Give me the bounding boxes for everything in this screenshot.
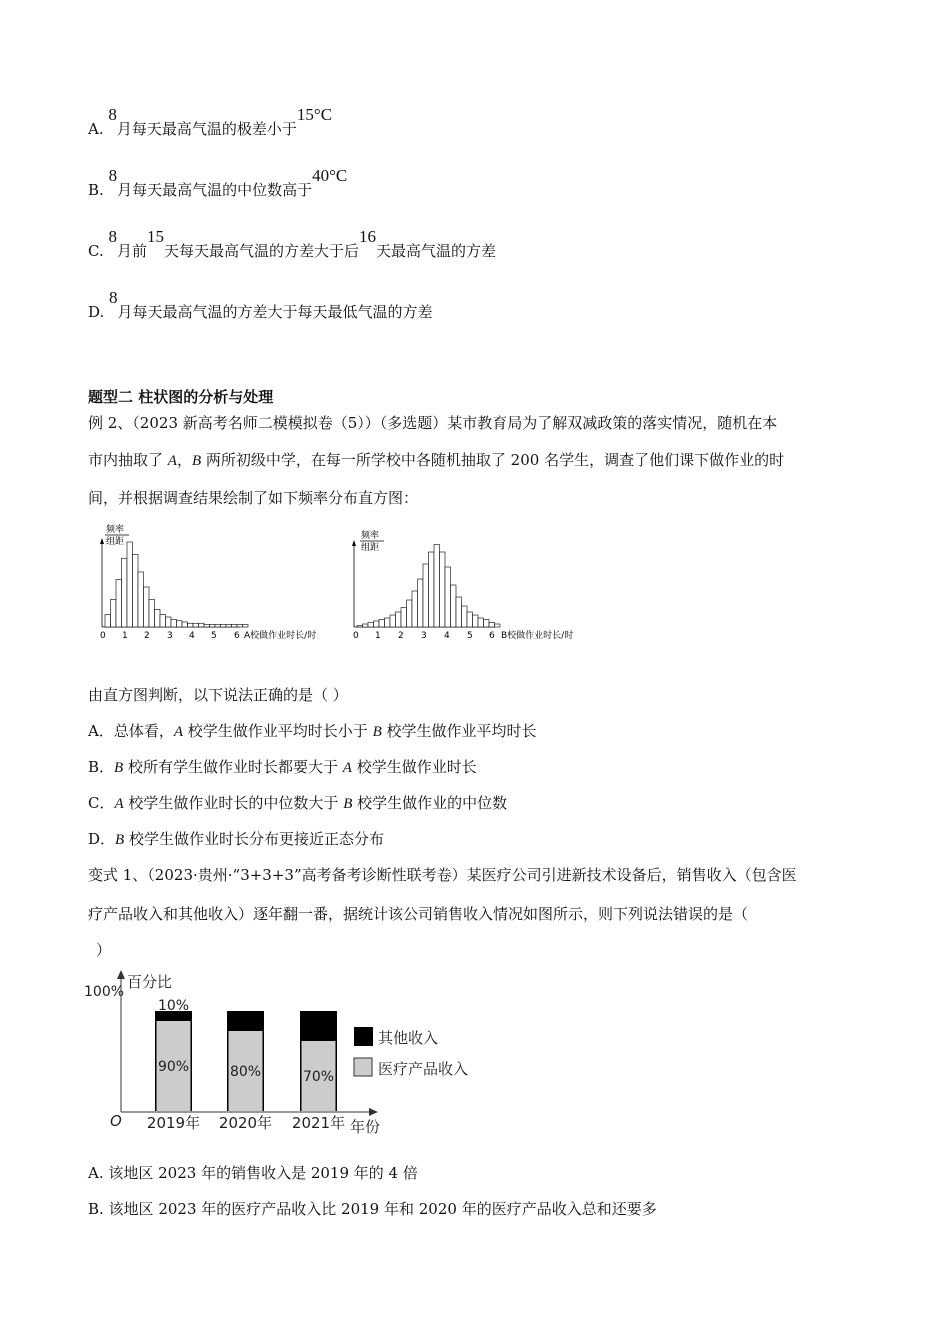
x-tick-label: 2021年 xyxy=(291,1114,346,1132)
svg-text:5: 5 xyxy=(211,631,217,641)
svg-text:4: 4 xyxy=(444,631,450,641)
hist-b-bar xyxy=(467,612,473,627)
svg-text:2: 2 xyxy=(398,631,404,641)
hist-b-bar xyxy=(407,600,413,627)
hist-b-bar xyxy=(412,591,418,627)
hist-b-bar xyxy=(456,597,462,627)
hist-a-xticks xyxy=(100,631,240,641)
legend-other-label: 其他收入 xyxy=(378,1029,439,1047)
chart-ytick-100: 100% xyxy=(84,984,125,1000)
svg-text:1: 1 xyxy=(122,631,128,641)
example2-option-d: D．B 校学生做作业时长分布更接近正态分布 xyxy=(88,830,384,848)
hist-a-bar xyxy=(237,625,243,628)
q1-option-b: B. 8月每天最高气温的中位数高于40°C xyxy=(88,166,348,199)
hist-b-xlabel: B校做作业时长/时 xyxy=(501,631,574,641)
hist-a-bar xyxy=(149,600,155,628)
example2-line2: 市内抽取了 A，B 两所初级中学，在每一所学校中各随机抽取了 200 名学生，调查了他们课下做作业的时 xyxy=(88,451,785,469)
svg-text:0: 0 xyxy=(353,631,359,641)
hist-a-ylabel-top: 频率 xyxy=(106,525,125,535)
svg-text:1: 1 xyxy=(375,631,381,641)
chart-xlabel: 年份 xyxy=(350,1118,381,1136)
hist-b-bar xyxy=(445,567,451,627)
example2-option-a: A．总体看，A 校学生做作业平均时长小于 B 校学生做作业平均时长 xyxy=(88,722,537,740)
hist-b-bar xyxy=(423,564,429,627)
svg-text:4: 4 xyxy=(189,631,195,641)
example2-question: 由直方图判断，以下说法正确的是（ ） xyxy=(88,686,348,704)
hist-b-bar xyxy=(363,624,369,627)
hist-a-bar xyxy=(193,623,199,627)
svg-text:6: 6 xyxy=(489,631,495,641)
variant1-option-a: A. 该地区 2023 年的销售收入是 2019 年的 4 倍 xyxy=(88,1164,418,1182)
hist-b-bar xyxy=(357,626,363,628)
hist-b-ylabel-bottom: 组距 xyxy=(361,543,380,553)
variant1-line3: ） xyxy=(96,941,112,959)
bar-medical-label: 80% xyxy=(229,1064,262,1080)
hist-b-xticks xyxy=(353,631,495,641)
svg-text:2: 2 xyxy=(144,631,150,641)
hist-b-bar xyxy=(489,623,495,628)
hist-b-bar xyxy=(401,608,407,628)
bar-other-label: 10% xyxy=(157,998,190,1014)
hist-a-bar xyxy=(171,620,177,628)
svg-text:0: 0 xyxy=(100,631,106,641)
svg-text:6: 6 xyxy=(234,631,240,641)
hist-b-bar xyxy=(478,618,484,627)
hist-b-bar xyxy=(374,621,380,627)
hist-b-bar xyxy=(434,545,440,628)
hist-a-bar xyxy=(182,622,188,627)
hist-b-bar xyxy=(379,620,385,628)
example2-line3: 间，并根据调查结果绘制了如下频率分布直方图： xyxy=(88,489,419,507)
hist-a-bar xyxy=(111,600,117,628)
chart-ylabel: 百分比 xyxy=(127,973,173,991)
x-tick-label: 2019年 xyxy=(146,1114,201,1132)
q1-option-c: C. 8月前15天每天最高气温的方差大于后16天最高气温的方差 xyxy=(88,227,497,260)
hist-b-bar xyxy=(429,552,435,627)
hist-b-bar xyxy=(368,623,374,628)
hist-a-bar xyxy=(155,610,161,628)
hist-a-bar xyxy=(232,625,238,628)
stacked-bar-chart xyxy=(80,966,500,1140)
example2-option-c: C．A 校学生做作业时长的中位数大于 B 校学生做作业的中位数 xyxy=(88,794,508,812)
hist-a-bar xyxy=(215,625,221,628)
bar-medical-label: 70% xyxy=(302,1069,335,1085)
hist-b-bar xyxy=(462,606,468,627)
hist-b-bar xyxy=(396,612,402,627)
hist-a-bar xyxy=(204,625,210,628)
legend-other-swatch xyxy=(354,1027,373,1046)
hist-a-bar xyxy=(199,623,205,627)
q1-option-a: A. 8月每天最高气温的极差小于15°C xyxy=(88,105,333,138)
hist-a-bar xyxy=(160,615,166,628)
hist-b-bar xyxy=(418,579,424,627)
hist-b-bar xyxy=(440,552,446,627)
hist-a-bar xyxy=(116,580,122,628)
hist-a-bar xyxy=(127,542,133,627)
svg-text:3: 3 xyxy=(167,631,173,641)
variant1-line1: 变式 1、（2023·贵州·“3+3+3”高考备考诊断性联考卷）某医疗公司引进新技术设备后，销售收入（包含医 xyxy=(88,866,797,884)
hist-b-bar xyxy=(385,618,391,627)
hist-a-bar xyxy=(243,625,249,628)
hist-a-bar xyxy=(144,587,150,627)
section-title: 题型二 柱状图的分析与处理 xyxy=(88,388,274,406)
variant1-line2: 疗产品收入和其他收入）逐年翻一番，据统计该公司销售收入情况如图所示，则下列说法错误的是（ xyxy=(88,905,749,923)
hist-a-bar xyxy=(138,572,144,627)
hist-b-bar xyxy=(473,615,479,627)
legend-medical-swatch xyxy=(354,1058,372,1076)
example2-option-b: B．B 校所有学生做作业时长都要大于 A 校学生做作业时长 xyxy=(88,758,477,776)
histogram-b xyxy=(345,520,605,646)
hist-b-bar xyxy=(390,615,396,627)
q1-option-d: D. 8月每天最高气温的方差大于每天最低气温的方差 xyxy=(88,288,433,321)
hist-a-bar xyxy=(177,621,183,627)
chart-origin: O xyxy=(110,1112,122,1130)
hist-a-bar xyxy=(226,625,232,628)
variant1-option-b: B. 该地区 2023 年的医疗产品收入比 2019 年和 2020 年的医疗产品收入总和还要多 xyxy=(88,1200,657,1218)
hist-b-bar xyxy=(451,585,457,627)
svg-text:5: 5 xyxy=(467,631,473,641)
legend-medical-label: 医疗产品收入 xyxy=(378,1060,469,1078)
hist-a-bar xyxy=(105,615,111,628)
hist-a-ylabel-bottom: 组距 xyxy=(106,537,125,547)
hist-a-bar xyxy=(210,625,216,628)
hist-b-ylabel-top: 频率 xyxy=(361,531,380,541)
hist-a-bar xyxy=(133,555,139,628)
hist-a-xlabel: A校做作业时长/时 xyxy=(244,631,317,641)
bar-medical-label: 90% xyxy=(157,1059,190,1075)
hist-a-bar xyxy=(221,625,227,628)
hist-b-bar xyxy=(495,624,501,627)
hist-a-bar xyxy=(166,617,172,627)
hist-b-bar xyxy=(484,620,490,628)
hist-a-bar xyxy=(122,558,128,627)
hist-a-bar xyxy=(188,623,194,627)
x-tick-label: 2020年 xyxy=(218,1114,273,1132)
svg-text:3: 3 xyxy=(421,631,427,641)
example2-line1: 例 2、（2023 新高考名师二模模拟卷（5））（多选题）某市教育局为了解双减政策的落实情况，随机在本 xyxy=(88,414,778,432)
histogram-a xyxy=(92,520,342,646)
